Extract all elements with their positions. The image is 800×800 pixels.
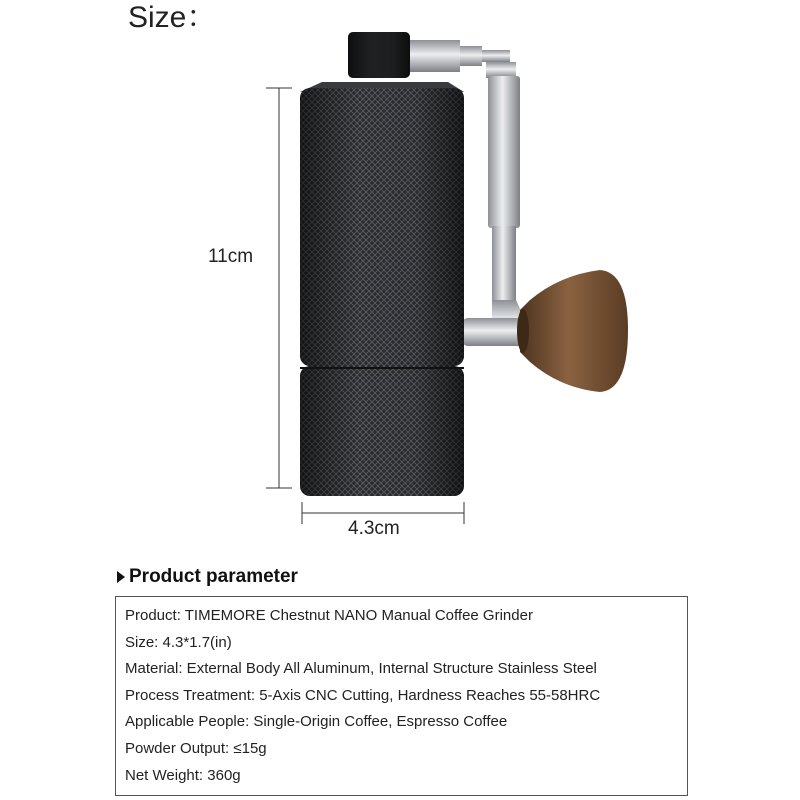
size-heading: Size： [128,1,217,34]
param-material: Material: External Body All Aluminum, Internal Structure Stainless Steel [125,660,597,678]
wooden-knob-icon [517,270,628,392]
section-heading [117,566,298,588]
param-powder-output: Powder Output: ≤15g [125,739,267,757]
height-dimension-line [266,88,292,488]
width-dimension-label: 4.3cm [348,518,400,539]
param-applicable-people: Applicable People: Single-Origin Coffee, Espresso Coffee [125,713,508,731]
section-heading-text: Product parameter [129,566,298,587]
param-product: Product: TIMEMORE Chestnut NANO Manual Coffee Grinder [125,607,533,624]
param-process: Process Treatment: 5-Axis CNC Cutting, Hardness Reaches 55-58HRC [125,686,601,704]
triangle-arrow-icon [117,571,125,583]
param-size: Size: 4.3*1.7(in) [125,633,232,651]
height-dimension-label: 11cm [208,246,254,267]
param-net-weight: Net Weight: 360g [125,766,241,784]
parameter-table [115,596,688,796]
grinder-body [300,82,464,496]
